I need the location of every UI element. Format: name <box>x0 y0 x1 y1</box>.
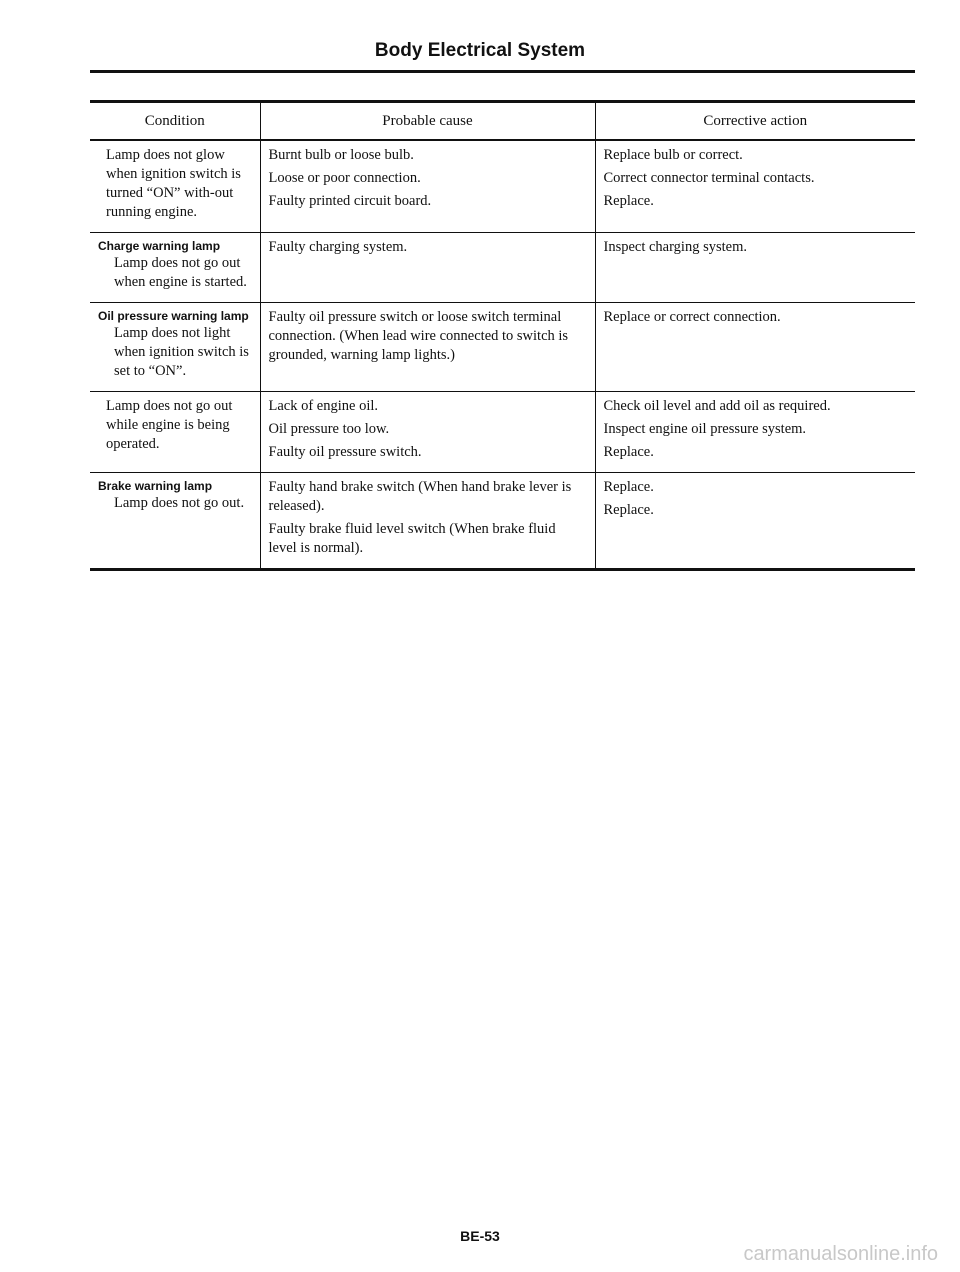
probable-cause-cell <box>260 233 595 303</box>
corrective-action-entry: Check oil level and add oil as required. <box>603 398 831 414</box>
condition-text: Lamp does not light when ignition switch is set to “ON”. <box>114 325 249 379</box>
column-header-corrective-action: Corrective action <box>595 102 915 141</box>
table-row <box>90 303 915 392</box>
probable-cause-entry: Faulty oil pressure switch or loose switch terminal connection. (When lead wire connected to switch is grounded, warning lamp lights.) <box>268 309 569 363</box>
probable-cause-entry: Faulty hand brake switch (When hand brake lever is released). <box>268 479 572 514</box>
watermark-text: carmanualsonline.info <box>743 1243 938 1265</box>
probable-cause-entry: Lack of engine oil. <box>268 398 379 414</box>
corrective-action-entry: Replace or correct connection. <box>603 309 781 325</box>
probable-cause-cell <box>260 473 595 570</box>
table-row <box>90 473 915 570</box>
corrective-action-entry: Replace. <box>603 502 654 518</box>
probable-cause-entry: Burnt bulb or loose bulb. <box>268 147 414 163</box>
probable-cause-entry: Faulty printed circuit board. <box>268 193 432 209</box>
probable-cause-entry: Loose or poor connection. <box>268 170 421 186</box>
probable-cause-entry: Faulty oil pressure switch. <box>268 444 422 460</box>
lamp-system-label: Oil pressure warning lamp <box>98 309 249 323</box>
probable-cause-entry: Faulty charging system. <box>268 239 408 255</box>
header-rule <box>90 70 915 73</box>
corrective-action-cell <box>595 303 915 392</box>
corrective-action-cell <box>595 233 915 303</box>
condition-text: Lamp does not go out when engine is started. <box>114 255 247 290</box>
condition-text: Lamp does not glow when ignition switch is turned “ON” with-out running engine. <box>106 147 241 220</box>
lamp-system-label: Charge warning lamp <box>98 239 221 253</box>
corrective-action-cell <box>595 392 915 473</box>
table-row <box>90 140 915 233</box>
condition-cell <box>90 473 260 570</box>
page-number: BE-53 <box>460 1228 500 1244</box>
troubleshooting-table <box>90 100 915 571</box>
corrective-action-entry: Replace. <box>603 444 654 460</box>
corrective-action-entry: Correct connector terminal contacts. <box>603 170 815 186</box>
page-title: Body Electrical System <box>374 40 586 61</box>
corrective-action-cell <box>595 473 915 570</box>
table-row <box>90 233 915 303</box>
corrective-action-entry: Replace bulb or correct. <box>603 147 743 163</box>
table-row <box>90 392 915 473</box>
corrective-action-entry: Replace. <box>603 479 654 495</box>
table-body <box>90 140 915 570</box>
corrective-action-cell <box>595 140 915 233</box>
probable-cause-entry: Faulty brake fluid level switch (When brake fluid level is normal). <box>268 521 556 556</box>
column-header-condition: Condition <box>90 102 260 141</box>
probable-cause-cell <box>260 303 595 392</box>
condition-text: Lamp does not go out while engine is being operated. <box>106 398 233 452</box>
condition-cell <box>90 233 260 303</box>
condition-cell <box>90 303 260 392</box>
probable-cause-entry: Oil pressure too low. <box>268 421 390 437</box>
corrective-action-entry: Inspect engine oil pressure system. <box>603 421 807 437</box>
probable-cause-cell <box>260 392 595 473</box>
condition-text: Lamp does not go out. <box>114 495 245 511</box>
corrective-action-entry: Inspect charging system. <box>603 239 747 255</box>
condition-cell <box>90 140 260 233</box>
lamp-system-label: Brake warning lamp <box>98 479 213 493</box>
column-header-probable-cause: Probable cause <box>260 102 595 141</box>
corrective-action-entry: Replace. <box>603 193 654 209</box>
probable-cause-cell <box>260 140 595 233</box>
condition-cell <box>90 392 260 473</box>
table-header-row <box>90 102 915 141</box>
